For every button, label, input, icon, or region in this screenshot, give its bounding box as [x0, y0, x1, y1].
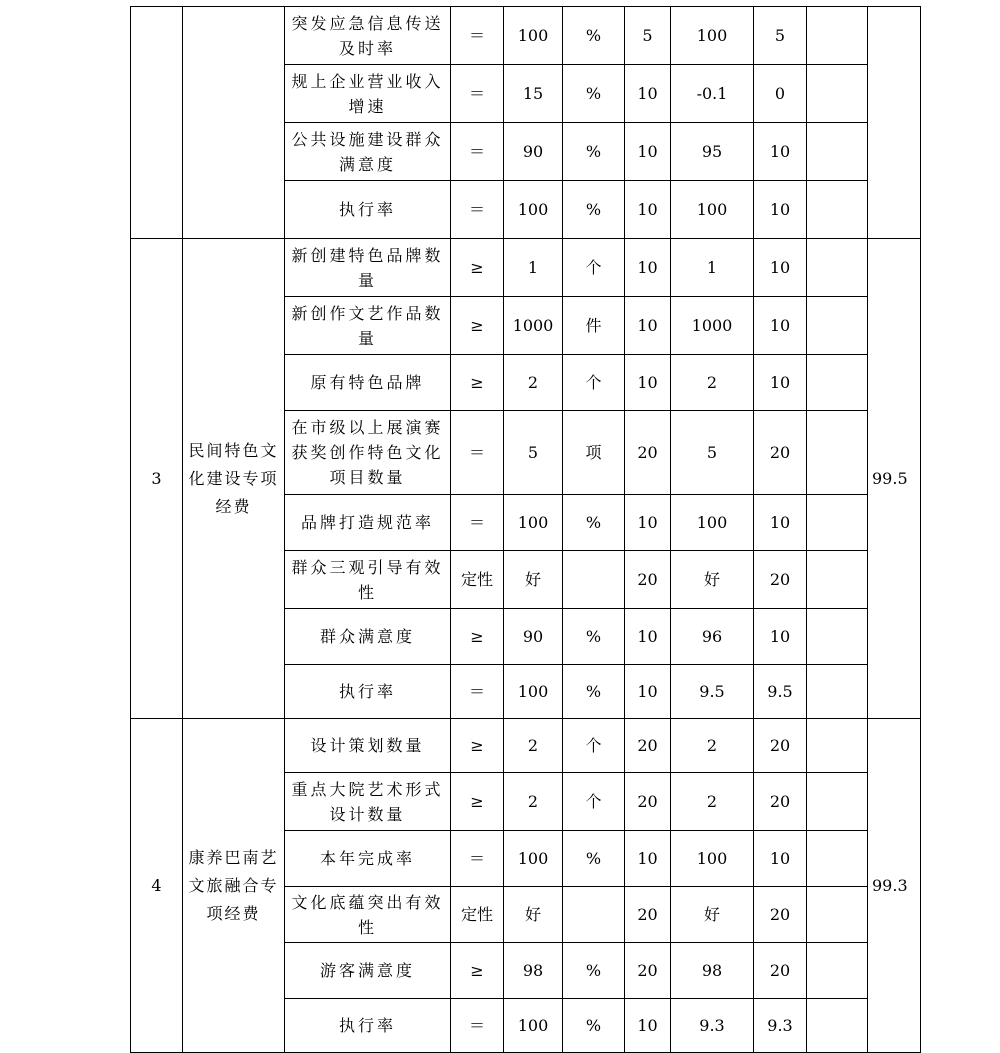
unit: 个	[563, 719, 625, 773]
indicator-name: 群众满意度	[285, 609, 451, 665]
actual-value: 100	[671, 181, 754, 239]
weight: 20	[625, 551, 671, 609]
project-name: 民间特色文化建设专项经费	[183, 239, 285, 719]
actual-value: 96	[671, 609, 754, 665]
unit: 个	[563, 355, 625, 411]
actual-value: 100	[671, 831, 754, 887]
score: 10	[754, 181, 807, 239]
indicator-name: 执行率	[285, 999, 451, 1053]
indicator-name: 新创作文艺作品数量	[285, 297, 451, 355]
actual-value: 1	[671, 239, 754, 297]
unit: %	[563, 943, 625, 999]
actual-value: -0.1	[671, 65, 754, 123]
unit: %	[563, 495, 625, 551]
operator: ≥	[451, 773, 504, 831]
table-row	[131, 239, 921, 297]
score: 20	[754, 551, 807, 609]
project-total-score	[868, 7, 921, 239]
actual-value: 2	[671, 773, 754, 831]
project-number: 4	[131, 719, 183, 1053]
indicator-name: 突发应急信息传送及时率	[285, 7, 451, 65]
operator: ≥	[451, 609, 504, 665]
actual-value: 98	[671, 943, 754, 999]
unit: %	[563, 7, 625, 65]
target-value: 5	[504, 411, 563, 495]
weight: 10	[625, 495, 671, 551]
remark	[807, 999, 868, 1053]
weight: 10	[625, 65, 671, 123]
indicator-name: 设计策划数量	[285, 719, 451, 773]
weight: 20	[625, 887, 671, 943]
score: 9.5	[754, 665, 807, 719]
target-value: 100	[504, 7, 563, 65]
actual-value: 2	[671, 355, 754, 411]
score: 20	[754, 943, 807, 999]
indicator-name: 品牌打造规范率	[285, 495, 451, 551]
weight: 20	[625, 719, 671, 773]
target-value: 1000	[504, 297, 563, 355]
indicator-name: 在市级以上展演赛获奖创作特色文化项目数量	[285, 411, 451, 495]
actual-value: 9.5	[671, 665, 754, 719]
operator: ＝	[451, 123, 504, 181]
score: 0	[754, 65, 807, 123]
score: 10	[754, 123, 807, 181]
weight: 20	[625, 773, 671, 831]
operator: ＝	[451, 999, 504, 1053]
remark	[807, 551, 868, 609]
target-value: 1	[504, 239, 563, 297]
target-value: 好	[504, 887, 563, 943]
indicator-name: 执行率	[285, 181, 451, 239]
indicator-name: 游客满意度	[285, 943, 451, 999]
remark	[807, 123, 868, 181]
unit: 项	[563, 411, 625, 495]
operator: 定性	[451, 887, 504, 943]
operator: ＝	[451, 495, 504, 551]
operator: 定性	[451, 551, 504, 609]
unit: %	[563, 609, 625, 665]
weight: 10	[625, 355, 671, 411]
unit: 件	[563, 297, 625, 355]
remark	[807, 65, 868, 123]
actual-value: 95	[671, 123, 754, 181]
unit	[563, 887, 625, 943]
score: 10	[754, 495, 807, 551]
project-number: 3	[131, 239, 183, 719]
project-total-score: 99.5	[868, 239, 921, 719]
remark	[807, 887, 868, 943]
operator: ＝	[451, 7, 504, 65]
actual-value: 1000	[671, 297, 754, 355]
weight: 5	[625, 7, 671, 65]
project-number	[131, 7, 183, 239]
score: 10	[754, 609, 807, 665]
unit: %	[563, 123, 625, 181]
weight: 20	[625, 943, 671, 999]
operator: ＝	[451, 831, 504, 887]
target-value: 100	[504, 495, 563, 551]
indicator-name: 原有特色品牌	[285, 355, 451, 411]
remark	[807, 355, 868, 411]
weight: 20	[625, 411, 671, 495]
target-value: 98	[504, 943, 563, 999]
project-name: 康养巴南艺文旅融合专项经费	[183, 719, 285, 1053]
target-value: 2	[504, 355, 563, 411]
target-value: 100	[504, 665, 563, 719]
remark	[807, 297, 868, 355]
operator: ≥	[451, 297, 504, 355]
unit: %	[563, 831, 625, 887]
indicator-name: 执行率	[285, 665, 451, 719]
unit	[563, 551, 625, 609]
unit: %	[563, 665, 625, 719]
remark	[807, 181, 868, 239]
project-name	[183, 7, 285, 239]
operator: ≥	[451, 943, 504, 999]
score: 10	[754, 239, 807, 297]
score: 5	[754, 7, 807, 65]
performance-table	[130, 6, 921, 1053]
score: 10	[754, 297, 807, 355]
unit: 个	[563, 773, 625, 831]
remark	[807, 495, 868, 551]
target-value: 2	[504, 719, 563, 773]
remark	[807, 943, 868, 999]
actual-value: 好	[671, 551, 754, 609]
table-row	[131, 7, 921, 65]
remark	[807, 7, 868, 65]
score: 20	[754, 887, 807, 943]
weight: 10	[625, 123, 671, 181]
score: 20	[754, 411, 807, 495]
score: 10	[754, 831, 807, 887]
remark	[807, 609, 868, 665]
actual-value: 9.3	[671, 999, 754, 1053]
indicator-name: 规上企业营业收入增速	[285, 65, 451, 123]
unit: %	[563, 999, 625, 1053]
actual-value: 2	[671, 719, 754, 773]
operator: ＝	[451, 181, 504, 239]
indicator-name: 本年完成率	[285, 831, 451, 887]
target-value: 90	[504, 123, 563, 181]
operator: ≥	[451, 719, 504, 773]
target-value: 100	[504, 831, 563, 887]
score: 10	[754, 355, 807, 411]
actual-value: 5	[671, 411, 754, 495]
indicator-name: 公共设施建设群众满意度	[285, 123, 451, 181]
indicator-name: 文化底蕴突出有效性	[285, 887, 451, 943]
weight: 10	[625, 999, 671, 1053]
remark	[807, 239, 868, 297]
target-value: 100	[504, 999, 563, 1053]
operator: ＝	[451, 411, 504, 495]
target-value: 90	[504, 609, 563, 665]
operator: ≥	[451, 239, 504, 297]
score: 20	[754, 719, 807, 773]
operator: ＝	[451, 665, 504, 719]
actual-value: 好	[671, 887, 754, 943]
remark	[807, 773, 868, 831]
indicator-name: 新创建特色品牌数量	[285, 239, 451, 297]
operator: ≥	[451, 355, 504, 411]
target-value: 好	[504, 551, 563, 609]
indicator-name: 群众三观引导有效性	[285, 551, 451, 609]
weight: 10	[625, 297, 671, 355]
project-total-score: 99.3	[868, 719, 921, 1053]
weight: 10	[625, 831, 671, 887]
actual-value: 100	[671, 495, 754, 551]
indicator-name: 重点大院艺术形式设计数量	[285, 773, 451, 831]
weight: 10	[625, 609, 671, 665]
target-value: 15	[504, 65, 563, 123]
unit: 个	[563, 239, 625, 297]
operator: ＝	[451, 65, 504, 123]
score: 20	[754, 773, 807, 831]
actual-value: 100	[671, 7, 754, 65]
unit: %	[563, 181, 625, 239]
table-row	[131, 719, 921, 773]
score: 9.3	[754, 999, 807, 1053]
weight: 10	[625, 181, 671, 239]
remark	[807, 665, 868, 719]
target-value: 2	[504, 773, 563, 831]
unit: %	[563, 65, 625, 123]
weight: 10	[625, 239, 671, 297]
remark	[807, 831, 868, 887]
remark	[807, 411, 868, 495]
remark	[807, 719, 868, 773]
target-value: 100	[504, 181, 563, 239]
weight: 10	[625, 665, 671, 719]
